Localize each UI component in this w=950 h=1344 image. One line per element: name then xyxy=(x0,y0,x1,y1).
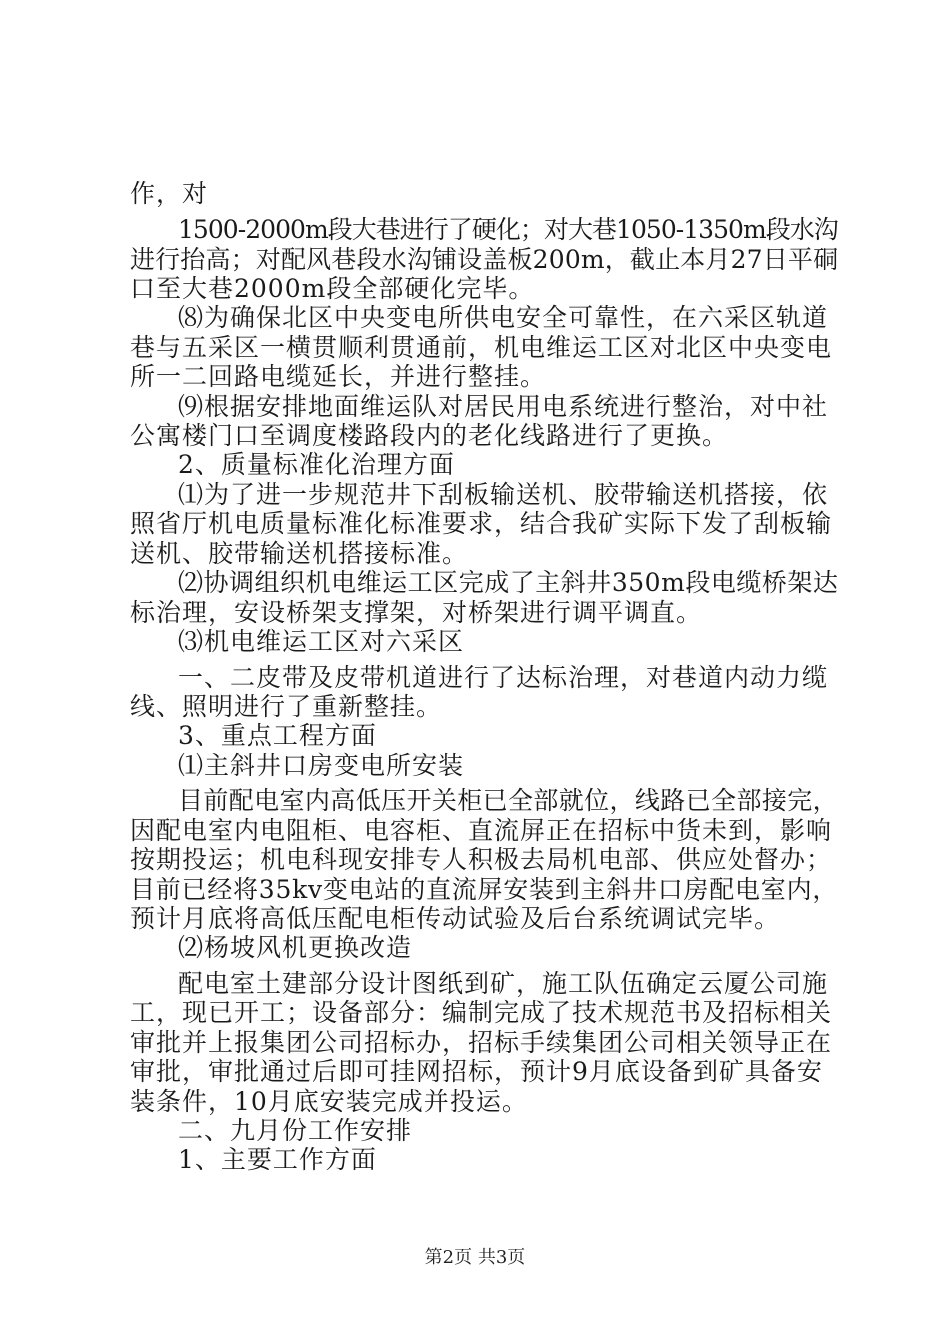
text-line: 一、二皮带及皮带机道进行了达标治理，对巷道内动力缆 xyxy=(178,663,829,692)
text-line: 审批并上报集团公司招标办，招标手续集团公司相关领导正在 xyxy=(130,1028,833,1057)
text-line: 因配电室内电阻柜、电容柜、直流屏正在招标中货未到，影响 xyxy=(130,816,833,845)
section-heading: 二、九月份工作安排 xyxy=(178,1116,413,1145)
section-heading: 2、质量标准化治理方面 xyxy=(178,450,455,479)
text-line: 线、照明进行了重新整挂。 xyxy=(130,692,443,721)
text-line: 所一二回路电缆延长，并进行整挂。 xyxy=(130,362,547,391)
section-heading: 3、重点工程方面 xyxy=(178,721,377,750)
text-line: 公寓楼门口至调度楼路段内的老化线路进行了更换。 xyxy=(130,421,729,450)
text-line: 按期投运；机电科现安排专人积极去局机电部、供应处督办； xyxy=(130,845,833,874)
text-line: 口至大巷2000m段全部硬化完毕。 xyxy=(130,274,535,303)
text-line: 审批，审批通过后即可挂网招标，预计9月底设备到矿具备安 xyxy=(130,1057,823,1086)
text-line: 巷与五采区一横贯顺利贯通前，机电维运工区对北区中央变电 xyxy=(130,333,833,362)
text-line: ⑵协调组织机电维运工区完成了主斜井350m段电缆桥架达 xyxy=(178,568,839,597)
text-line: 装条件，10月底安装完成并投运。 xyxy=(130,1087,528,1116)
text-line: 照省厅机电质量标准化标准要求，结合我矿实际下发了刮板输 xyxy=(130,509,833,538)
subsection-heading: ⑵杨坡风机更换改造 xyxy=(178,933,413,962)
text-line: 送机、胶带输送机搭接标准。 xyxy=(130,539,469,568)
text-line: 工，现已开工；设备部分：编制完成了技术规范书及招标相关 xyxy=(130,998,833,1027)
text-line: ⑴为了进一步规范井下刮板输送机、胶带输送机搭接，依 xyxy=(178,480,829,509)
text-line: ⑶机电维运工区对六采区 xyxy=(178,627,465,656)
text-line: 目前已经将35kv变电站的直流屏安装到主斜井口房配电室内， xyxy=(130,875,839,904)
page-number-footer: 第2页 共3页 xyxy=(424,1247,526,1268)
subsection-heading: ⑴主斜井口房变电所安装 xyxy=(178,751,465,780)
text-line: 进行抬高；对配风巷段水沟铺设盖板200m，截止本月27日平硐 xyxy=(130,245,839,274)
text-line: ⑼根据安排地面维运队对居民用电系统进行整治，对中社 xyxy=(178,392,829,421)
text-line: 目前配电室内高低压开关柜已全部就位，线路已全部接完， xyxy=(178,786,839,815)
text-line: 配电室土建部分设计图纸到矿，施工队伍确定云厦公司施 xyxy=(178,969,829,998)
text-line: 预计月底将高低压配电柜传动试验及后台系统调试完毕。 xyxy=(130,904,781,933)
text-line: 1500-2000m段大巷进行了硬化；对大巷1050-1350m段水沟 xyxy=(178,215,838,244)
text-line: ⑻为确保北区中央变电所供电安全可靠性，在六采区轨道 xyxy=(178,303,829,332)
section-heading: 1、主要工作方面 xyxy=(178,1145,377,1174)
text-line: 作，对 xyxy=(130,179,209,208)
text-line: 标治理，安设桥架支撑架，对桥架进行调平调直。 xyxy=(130,598,703,627)
